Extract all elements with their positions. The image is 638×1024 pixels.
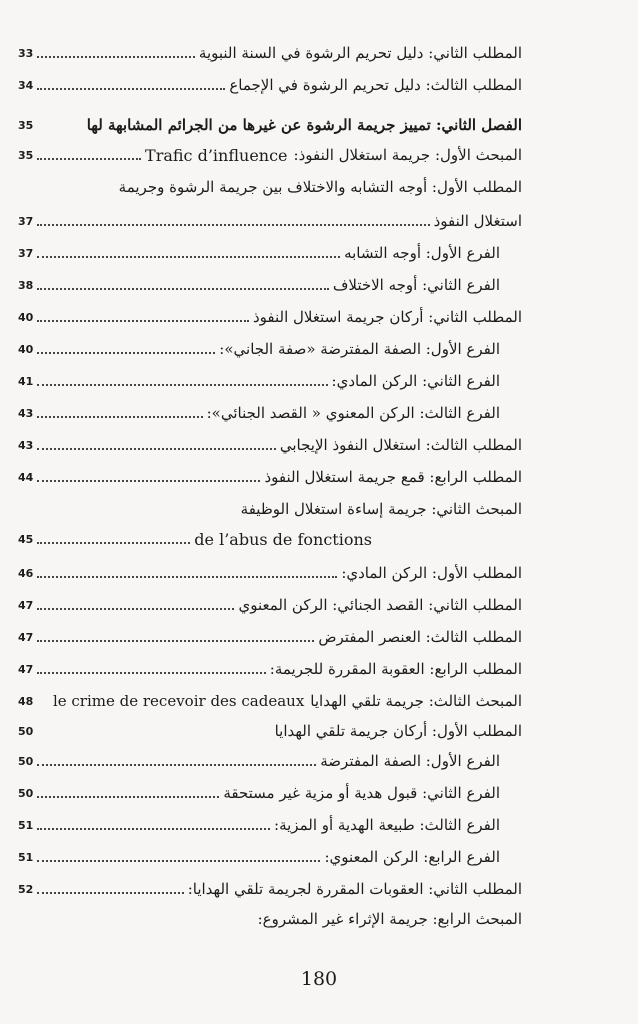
toc-page: 37 — [18, 214, 34, 228]
toc-page: 45 — [18, 532, 34, 546]
dot-leader — [37, 717, 270, 735]
toc-title: المطلب الأول: أركان جريمة تلقي الهدايا — [274, 722, 522, 740]
dot-leader — [33, 687, 53, 705]
toc-title: المطلب الثالث: دليل تحريم الرشوة في الإجماع — [229, 76, 522, 94]
page-number: 180 — [300, 968, 338, 990]
dot-leader — [37, 238, 340, 258]
toc-entry[interactable] — [18, 874, 522, 904]
toc-page: 34 — [18, 78, 34, 92]
toc-page: 51 — [18, 850, 34, 864]
toc-page: 47 — [18, 662, 34, 676]
toc-foreign-term: Trafic d’influence — [145, 145, 288, 165]
toc-entry[interactable] — [18, 334, 522, 364]
toc-entry[interactable] — [18, 842, 522, 872]
toc-title: الفرع الثالث: طبيعة الهدية أو المزية: — [274, 816, 500, 834]
toc-entry[interactable] — [18, 270, 522, 300]
dot-leader — [37, 874, 183, 894]
dot-leader — [37, 842, 320, 862]
toc-entry[interactable] — [18, 778, 522, 808]
toc-title: الفرع الرابع: الركن المعنوي: — [324, 848, 500, 866]
toc-entry[interactable] — [18, 590, 522, 620]
toc-title: الفرع الأول: الصفة المفترضة «صفة الجاني»: — [219, 340, 500, 358]
dot-leader — [37, 38, 195, 58]
toc-entry[interactable] — [18, 654, 522, 684]
toc-page: 43 — [18, 406, 34, 420]
toc-title: المبحث الثاني: جريمة إساءة استغلال الوظيفة — [240, 500, 522, 518]
dot-leader — [37, 590, 234, 610]
toc-entry[interactable] — [24, 172, 522, 202]
toc-page: 40 — [18, 310, 34, 324]
toc-title: المطلب الثالث: العنصر المفترض — [318, 628, 522, 646]
toc-title: الفرع الثاني: أوجه الاختلاف — [332, 276, 500, 294]
dot-leader — [37, 206, 429, 226]
toc-entry[interactable] — [18, 622, 522, 652]
dot-leader — [37, 746, 316, 766]
toc-title: الفرع الأول: أوجه التشابه — [344, 244, 500, 262]
dot-leader — [37, 430, 276, 450]
toc-page: 48 — [18, 694, 34, 708]
toc-entry[interactable] — [18, 366, 522, 396]
dot-leader — [37, 366, 327, 386]
dot-leader — [37, 111, 82, 129]
toc-entry[interactable] — [18, 810, 522, 840]
toc-entry[interactable] — [24, 904, 522, 934]
toc-title: المطلب الأول: الركن المادي: — [341, 564, 522, 582]
toc-page: 40 — [18, 342, 34, 356]
toc-page: 38 — [18, 278, 34, 292]
toc-entry[interactable] — [18, 302, 522, 332]
toc-entry[interactable] — [18, 38, 522, 68]
toc-chapter-entry[interactable] — [18, 110, 522, 140]
toc-page: 51 — [18, 818, 34, 832]
toc-title: المبحث الأول: جريمة استغلال النفوذ: — [293, 146, 522, 164]
toc-title: المطلب الرابع: العقوبة المقررة للجريمة: — [269, 660, 522, 678]
toc-title: المطلب الرابع: قمع جريمة استغلال النفوذ — [264, 468, 522, 486]
toc-entry[interactable] — [18, 462, 522, 492]
dot-leader — [37, 654, 265, 674]
toc-page: 47 — [18, 630, 34, 644]
toc-page: 37 — [18, 246, 34, 260]
dot-leader — [37, 70, 225, 90]
toc-foreign-term: de l’abus de fonctions — [194, 529, 372, 549]
dot-leader — [37, 334, 215, 354]
toc-entry[interactable] — [18, 70, 522, 100]
toc-title: المطلب الثالث: استغلال النفوذ الإيجابي — [279, 436, 522, 454]
dot-leader — [37, 524, 190, 544]
dot-leader — [37, 462, 260, 482]
toc-page: 43 — [18, 438, 34, 452]
toc-page: 41 — [18, 374, 34, 388]
toc-title: المطلب الثاني: القصد الجنائي: الركن المعنوي — [238, 596, 522, 614]
toc-page: 46 — [18, 566, 34, 580]
toc-title: الفرع الثالث: الركن المعنوي « القصد الجنائي»: — [206, 404, 500, 422]
dot-leader — [37, 270, 329, 290]
toc-page: 33 — [18, 46, 34, 60]
toc-page: 50 — [18, 724, 34, 738]
toc-page: 50 — [18, 754, 34, 768]
toc-entry[interactable] — [18, 524, 522, 554]
toc-entry[interactable] — [18, 716, 522, 746]
dot-leader — [37, 398, 202, 418]
toc-page: 50 — [18, 786, 34, 800]
toc-entry[interactable] — [18, 140, 522, 170]
toc-entry[interactable] — [18, 746, 522, 776]
toc-entry[interactable] — [18, 206, 522, 236]
toc-title: الفرع الثاني: الركن المادي: — [331, 372, 500, 390]
toc-page: 44 — [18, 470, 34, 484]
dot-leader — [37, 810, 270, 830]
toc-page: 52 — [18, 882, 34, 896]
toc-entry[interactable] — [18, 558, 522, 588]
toc-page: 35 — [18, 118, 34, 132]
toc-title: المبحث الثالث: جريمة تلقي الهدايا — [310, 692, 522, 710]
toc-title: المطلب الثاني: أركان جريمة استغلال النفوذ — [252, 308, 522, 326]
dot-leader — [37, 140, 141, 160]
toc-entry[interactable] — [18, 430, 522, 460]
toc-entry[interactable] — [18, 398, 522, 428]
toc-entry[interactable] — [24, 494, 522, 524]
toc-title: استغلال النفوذ — [433, 212, 522, 230]
toc-title: المطلب الأول: أوجه التشابه والاختلاف بين جريمة الرشوة وجريمة — [118, 178, 522, 196]
toc-title: المطلب الثاني: دليل تحريم الرشوة في السنة النبوية — [198, 44, 522, 62]
toc-page: 47 — [18, 598, 34, 612]
toc-title: المبحث الرابع: جريمة الإثراء غير المشروع: — [257, 910, 522, 928]
dot-leader — [37, 622, 314, 642]
toc-foreign-term: le crime de recevoir des cadeaux — [52, 692, 305, 710]
toc-title: الفصل الثاني: تمييز جريمة الرشوة عن غيرها من الجرائم المشابهة لها — [86, 116, 522, 134]
toc-entry[interactable] — [18, 238, 522, 268]
toc-entry[interactable] — [18, 686, 522, 716]
toc-title: الفرع الأول: الصفة المفترضة — [320, 752, 500, 770]
dot-leader — [37, 302, 249, 322]
dot-leader — [37, 778, 219, 798]
toc-title: المطلب الثاني: العقوبات المقررة لجريمة تلقي الهدايا: — [187, 880, 522, 898]
toc-title: الفرع الثاني: قبول هدية أو مزية غير مستحقة — [223, 784, 500, 802]
dot-leader — [37, 558, 337, 578]
toc-page: 35 — [18, 148, 34, 162]
